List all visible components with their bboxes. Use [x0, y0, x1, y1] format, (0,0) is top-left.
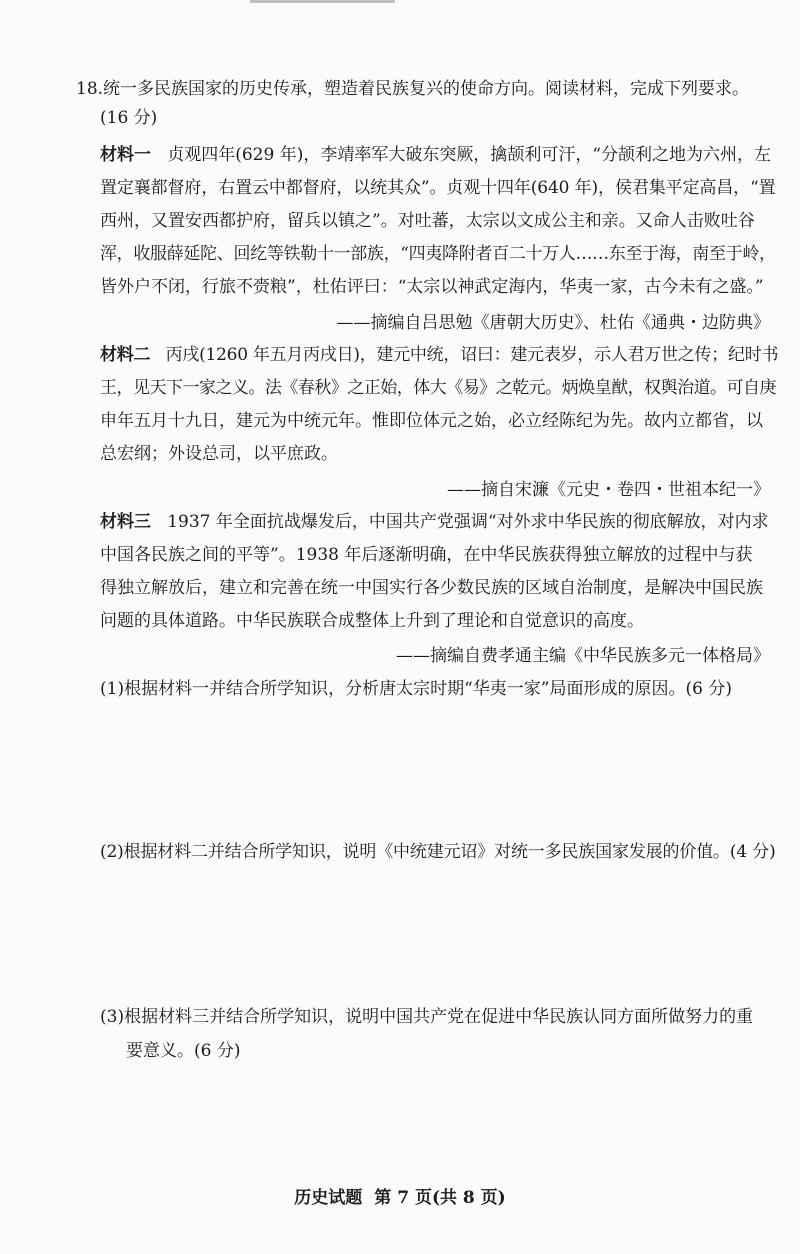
page-footer [0, 1183, 800, 1208]
footer-subject: 历史试题 [294, 1188, 363, 1208]
material1-line [100, 142, 771, 168]
subquestion-1: (1)根据材料一并结合所学知识，分析唐太宗时期“华夷一家”局面形成的原因。(6 分) [100, 679, 732, 699]
material2-line: 申年五月十九日，建元为中统元年。惟即位体元之始，必立经陈纪为先。故内立都省，以 [100, 411, 763, 431]
material2-line: 总宏纲；外设总司，以平庶政。 [100, 444, 338, 464]
material1-line: 皆外户不闭，行旅不赍粮”，杜佑评曰：“太宗以神武定海内，华夷一家，古今未有之盛。” [100, 277, 764, 297]
material2-label: 材料二 [100, 345, 151, 365]
material1-source: ——摘编自吕思勉《唐朝大历史》、杜佑《通典・边防典》 [336, 313, 770, 333]
material1-line: 浑，收服薛延陀、回纥等铁勒十一部族，“四夷降附者百二十万人……东至于海，南至于岭， [100, 244, 776, 264]
material2-line: 王，见天下一家之义。法《春秋》之正始，体大《易》之乾元。炳焕皇猷，权舆治道。可自庚 [100, 378, 776, 398]
material3-line: 中国各民族之间的平等”。1938 年后逐渐明确，在中华民族获得独立解放的过程中与获 [100, 545, 753, 565]
subquestion-3-cont: 要意义。(6 分) [126, 1041, 241, 1061]
question-score: (16 分) [100, 108, 158, 128]
material3-line: 得独立解放后，建立和完善在统一中国实行各少数民族的区域自治制度，是解决中国民族 [100, 578, 763, 598]
material1-line: 西州，又置安西都护府，留兵以镇之”。对吐蕃，太宗以文成公主和亲。又命人击败吐谷 [100, 211, 755, 231]
material1-text: 贞观四年(629 年)，李靖率军大破东突厥，擒颉利可汗，“分颉利之地为六州，左 [167, 145, 772, 165]
material2-line [100, 342, 778, 368]
question-stem [76, 76, 749, 102]
question-number: 18. [76, 79, 104, 99]
material3-text: 1937 年全面抗战爆发后，中国共产党强调“对外求中华民族的彻底解放，对内求 [167, 512, 769, 532]
material1-line: 置定襄都督府，右置云中都督府，以统其众”。贞观十四年(640 年)，侯君集平定高昌，“置 [100, 178, 776, 198]
material3-line: 问题的具体道路。中华民族联合成整体上升到了理论和自觉意识的高度。 [100, 611, 644, 631]
subquestion-2: (2)根据材料二并结合所学知识，说明《中统建元诏》对统一多民族国家发展的价值。(4 分) [100, 842, 776, 862]
question-stem-text: 统一多民族国家的历史传承，塑造着民族复兴的使命方向。阅读材料，完成下列要求。 [103, 79, 750, 99]
material3-line [100, 509, 769, 535]
material3-source: ——摘编自费孝通主编《中华民族多元一体格局》 [396, 646, 770, 666]
material1-label: 材料一 [100, 145, 151, 165]
material2-source: ——摘自宋濂《元史・卷四・世祖本纪一》 [447, 480, 770, 500]
footer-page-number: 第 7 页(共 8 页) [374, 1188, 506, 1208]
subquestion-3: (3)根据材料三并结合所学知识，说明中国共产党在促进中华民族认同方面所做努力的重 [100, 1007, 754, 1027]
material3-label: 材料三 [100, 512, 151, 532]
material2-text: 丙戌(1260 年五月丙戌日)，建元中统，诏曰：建元表岁，示人君万世之传；纪时书 [165, 345, 779, 365]
